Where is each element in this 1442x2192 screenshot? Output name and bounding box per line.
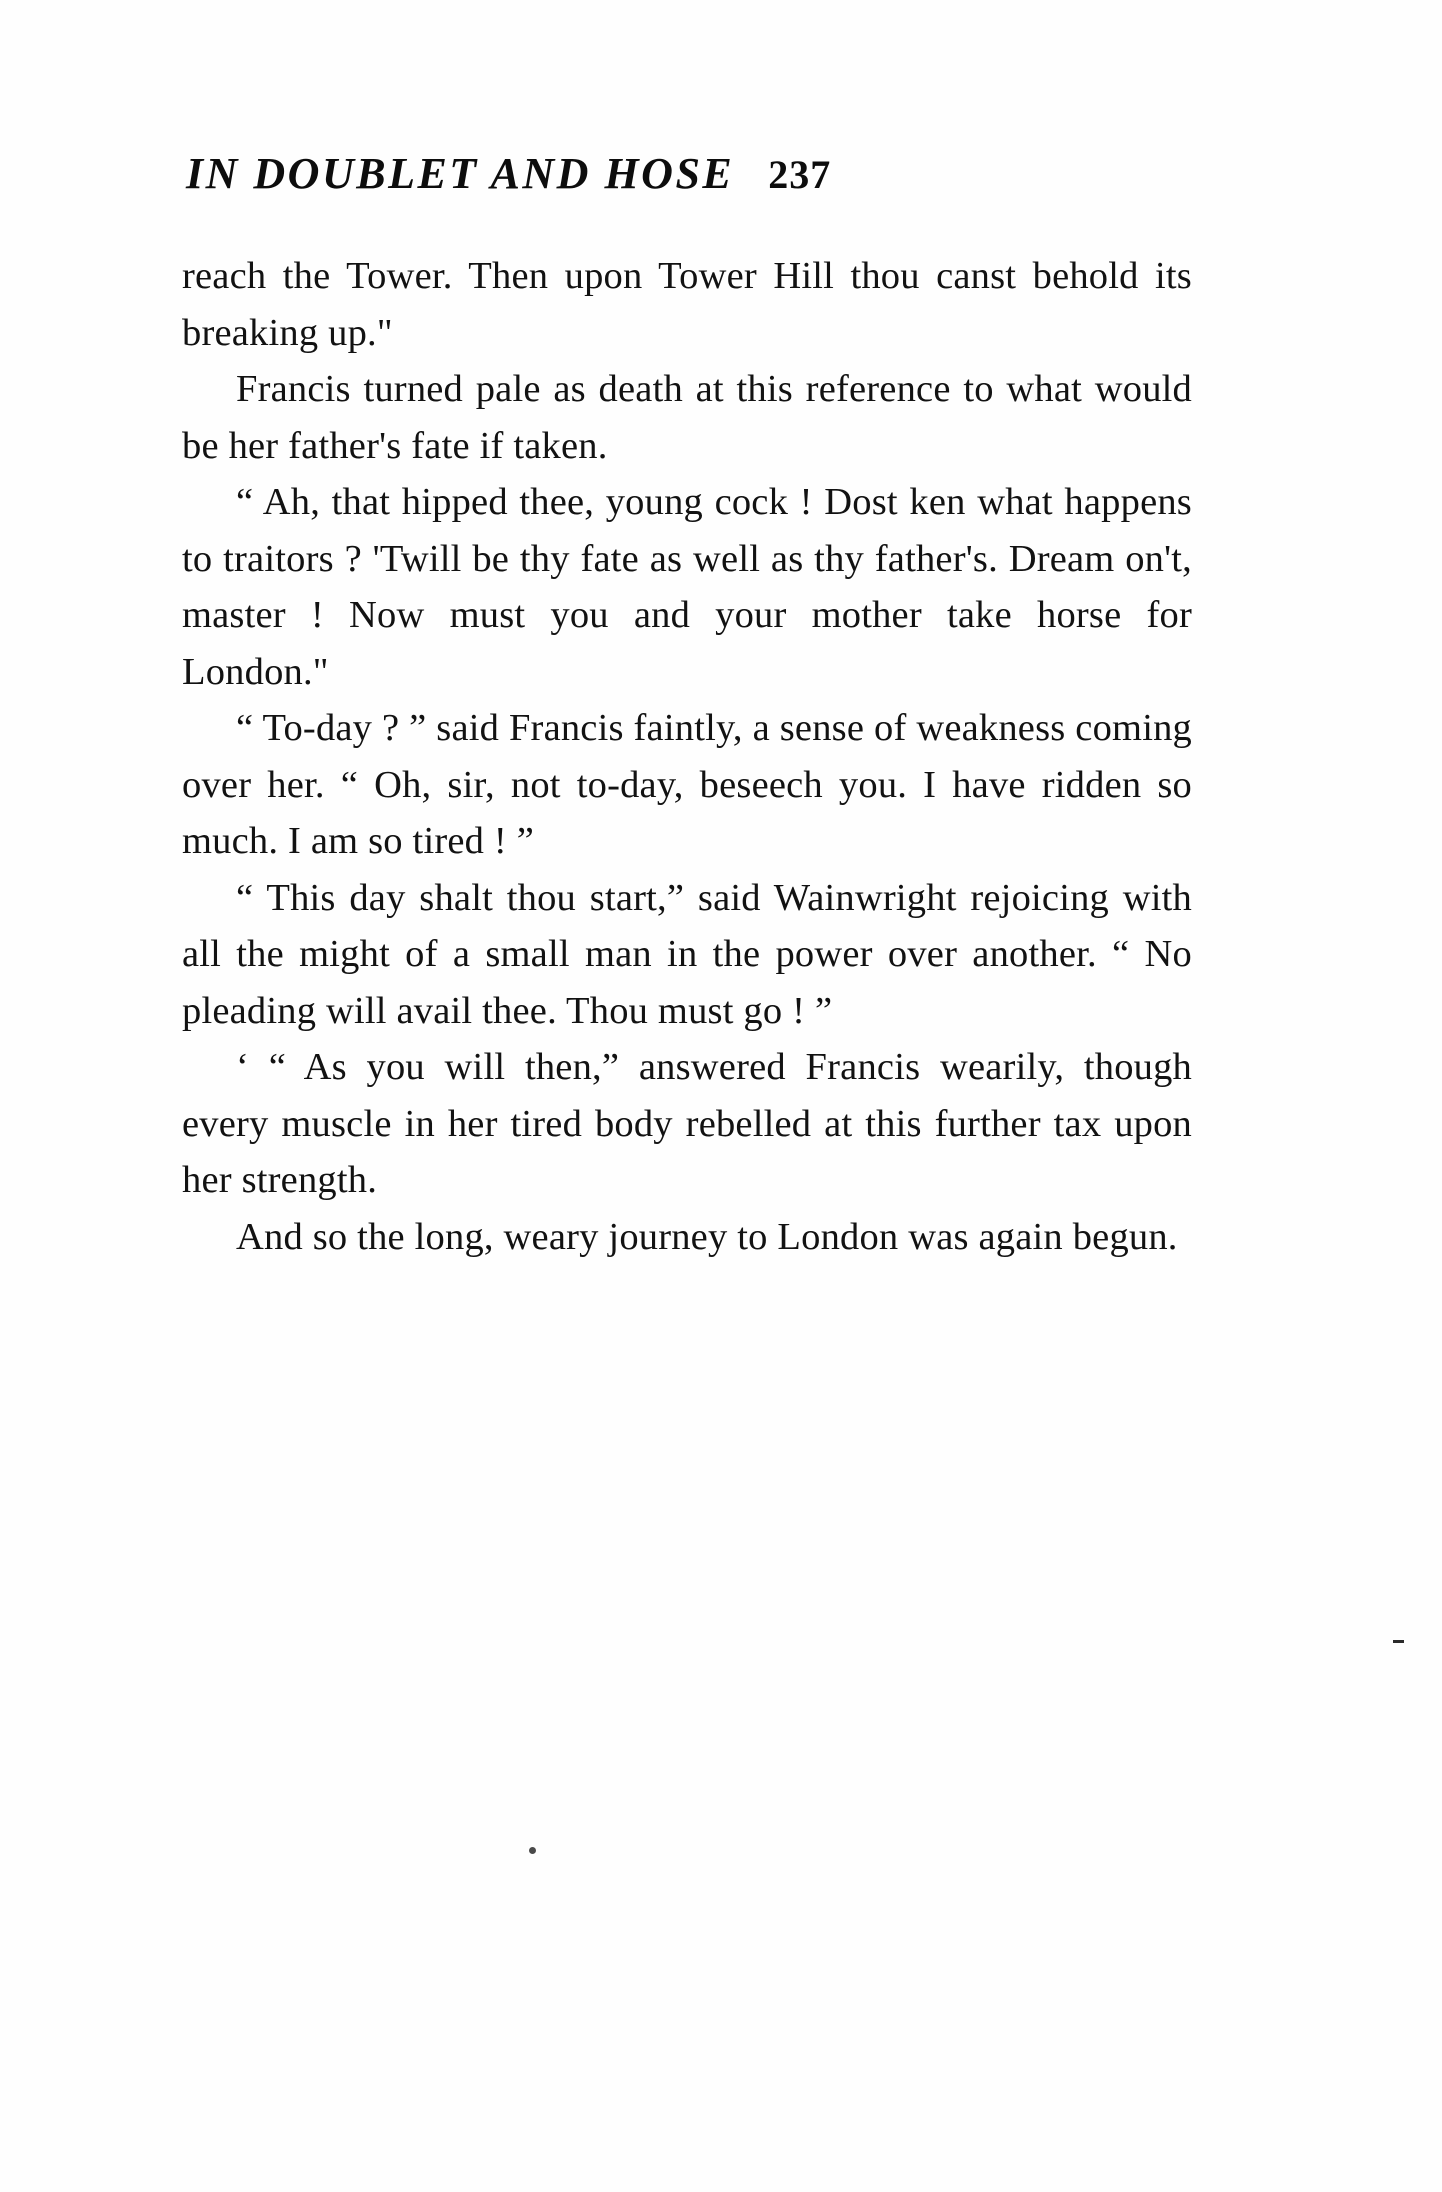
body-text	[182, 248, 1192, 1265]
paragraph: “ This day shalt thou start,” said Wainwright rejoicing with all the might of a small man in the power over another. “ No pleading will avail thee. Thou must go ! ”	[182, 876, 1192, 1032]
page-header	[186, 148, 1256, 199]
paragraph: And so the long, weary journey to London was again begun.	[236, 1215, 1178, 1258]
paragraph: ‘ “ As you will then,” answered Francis wearily, though every muscle in her tired body rebelled at this further tax upon her strength.	[182, 1046, 1192, 1201]
paragraph: “ To-day ? ” said Francis faintly, a sense of weakness coming over her. “ Oh, sir, not to-day, beseech you. I have ridden so much. I am so tired ! ”	[182, 707, 1192, 862]
paragraph: reach the Tower. Then upon Tower Hill thou canst behold its breaking up."	[182, 255, 1192, 354]
paragraph: Francis turned pale as death at this reference to what would be her father's fate if taken.	[182, 368, 1192, 467]
paragraph: “ Ah, that hipped thee, young cock ! Dost ken what happens to traitors ? 'Twill be thy fate as well as thy father's. Dream on't, master ! Now must you and your mother take horse for London."	[182, 481, 1192, 693]
stray-ink-mark-icon	[1393, 1640, 1404, 1643]
running-head-title: IN DOUBLET AND HOSE	[186, 149, 735, 198]
page-number: 237	[768, 152, 832, 197]
stray-speck-icon	[529, 1847, 536, 1854]
